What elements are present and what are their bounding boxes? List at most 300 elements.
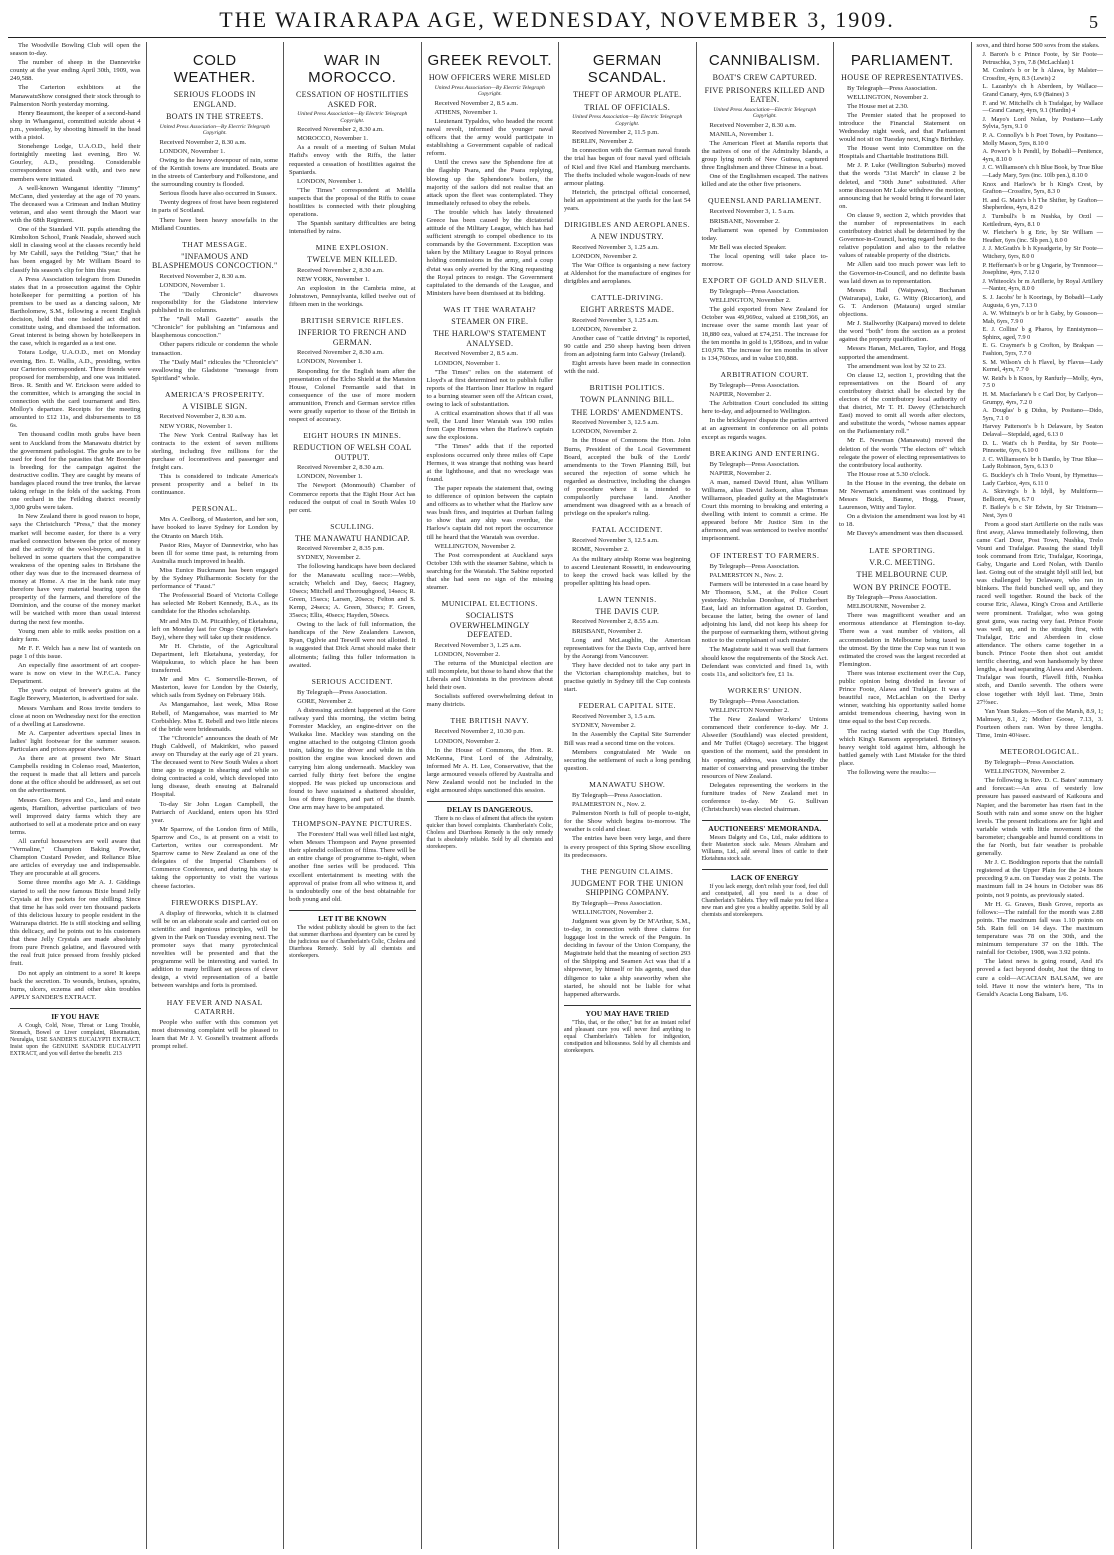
paragraph: By Telegraph—Press Association.	[709, 460, 800, 468]
headline-hay-fever: HAY FEVER AND NASAL CATARRH.	[166, 997, 263, 1016]
paragraph: The "Daily Mail" ridicules the "Chronicle's" swallowing the Gladstone "message from Spiritland" whole.	[151, 358, 278, 382]
paragraph: The entries have been very large, and there is every prospect of this Spring Show excelling its predecessors.	[564, 835, 691, 859]
paragraph: F. Bailey's b c Sir Edwin, by Sir Tristram—Nest, 3yrs 0	[982, 504, 1103, 519]
paragraph: The latest news is going round, And it's proved a fact beyond doubt, Just the thing to cure a cold—ACACIAN BALSAM, we are told. Have it now the winter's here, 'Tis in Gerald's Acacia Long Balsam, 1/6.	[976, 958, 1103, 998]
subhead: TRIAL OF OFFICIALS.	[584, 102, 671, 112]
paragraph: Received November 2, 8.30 a.m.	[297, 266, 384, 274]
article-body	[977, 521, 1104, 741]
headline-that-message: THAT MESSAGE.	[182, 239, 248, 249]
paragraph: Received November 2, 8.5 a.m.	[434, 350, 518, 358]
headline-penguin-claims: THE PENGUIN CLAIMS.	[581, 866, 674, 876]
article-body	[702, 382, 829, 442]
headline-queensland-parliament: QUEENSLAND PARLIAMENT.	[707, 196, 822, 206]
subhead: JUDGMENT FOR THE UNION SHIPPING COMPANY.	[571, 878, 684, 898]
article-body	[427, 350, 554, 592]
paragraph: Another case of "cattle driving" is reported, 90 cattle and 250 sheep having been driven from an adjoining farm into Galway (Ireland).	[564, 334, 691, 358]
paragraph: LONDON, November 1.	[159, 281, 226, 289]
advert-text: If you lack energy, don't relish your food, feel dull and constipated, all you need is a dose of Chamberlain's Tablets. They will make you feel like a new man and give you a healthy appetite. Sold by all chemists and storekeepers.	[701, 884, 828, 919]
paragraph: LONDON, November 1.	[159, 147, 226, 155]
paragraph: Messrs Hanan, McLaren, Taylor, and Hogg supported the amendment.	[839, 345, 966, 361]
article-body	[564, 713, 691, 773]
paragraph: Mr Allen said too much power was left to the Governor-in-Council, and no definite basis was laid down as to representation.	[839, 261, 966, 285]
advert-title: LET IT BE KNOWN	[318, 913, 387, 923]
headline-war-in-morocco: WAR IN MOROCCO.	[308, 52, 397, 86]
paragraph: The racing started with the Cup Hurdles, which King's Ransom appropriated. Britney's heavy weight told against him, although he battled gamely with Last Mistake for the third place.	[839, 727, 966, 767]
headline-lawn-tennis: LAWN TENNIS.	[597, 594, 657, 604]
advert-delay-dangerous	[427, 801, 554, 851]
article-body	[702, 563, 829, 679]
paragraph: The trouble which has lately threatened Greece has been caused by the dictatorial attitude of the Military League, which has had sufficient strength to compel obedience to its commands by the Government. Exception was taken by the Military League to Royal princes holding commissions in the army, and a coup d'etat was only averted by the King requesting the Royal princes to resign. The Government capitulated to the demands of the League, and Ministers have been dismissed at its bidding.	[426, 208, 553, 297]
paragraph: The returns of the Municipal election are still incomplete, but those to hand show that the Liberals and Unionists in the provinces about held their own.	[426, 659, 553, 692]
paragraph: The Spanish sanitary difficulties are being intensified by rains.	[289, 220, 416, 236]
advert-title: LACK OF ENERGY	[730, 873, 799, 883]
paragraph: Received November 2, 8.35 p.m.	[297, 545, 385, 553]
paragraph: Twenty degrees of frost have been registered in parts of Scotland.	[151, 199, 278, 215]
wire-credit: United Press Association—By Electric Telegraph Copyright.	[159, 123, 270, 137]
paragraph: Members congratulated Mr Wade on securing the settlement of such a long pending question.	[564, 748, 691, 772]
paragraph: Received November 2, 8.30 a.m.	[159, 413, 247, 421]
advert-text: "This, that, or the other," but for an instant relief and pleasant cure you will never find anything to equal Chamberlain's Tablets for indigestion, constipation and biliousness. Sold by all chemists and storekeepers.	[564, 1019, 691, 1054]
paragraph: A display of fireworks, which it is claimed will be on an elaborate scale and carried out on scientific and ingenious principles, will be given in the Park on Tuesday evening next. The promoter says that many pyrotechnical novelties will be presented and that the programme will be interesting and varied. In addition to many brilliant set pieces of clever design, a vivid representation of a battle between warships and forts is promised.	[151, 909, 278, 990]
paragraph: "The Times" correspondent at Melilla suspects that the proposal of the Riffs to cease hostilities is connected with their ploughing operations.	[289, 186, 416, 219]
paragraph: The paper repeats the statement that, owing to difference of opinion between the captain and officers as to whether what the Harlow saw was bush fires, and inquiries at Durban failing to show that any ship was overdue, the Harlow's captain did not report the occurrence till he heard that the Waratah was overdue.	[426, 484, 553, 541]
article-body	[289, 267, 416, 309]
paragraph: The Magistrate said it was well that farmers should know the requirements of the Stock Act. Defendant was convicted and fined 1s, with costs 11s, and solicitor's fee, £1 1s.	[701, 646, 828, 678]
column-3	[283, 42, 421, 1549]
paragraph: Messrs Geo. Boyes and Co., land and estate agents, Hamilton, advertise particulars of two well improved dairy farms which they are authorised to sell at a moderate price and on easy terms.	[10, 796, 141, 836]
paragraph: G. Buckley's ch h Trelo Vouni, by Hymettus—Lady Carbice, 4yrs, 6.11 0	[982, 471, 1103, 487]
article-body	[289, 689, 416, 812]
subhead: SERIOUS FLOODS IN ENGLAND.	[173, 90, 256, 109]
paragraph: WELLINGTON November 2.	[709, 706, 790, 714]
paragraph: MANILA, November 1.	[709, 130, 774, 138]
paragraph: By Telegraph—Press Association.	[847, 594, 938, 602]
paragraph: H. M. Macfarlane's b c Carl Dor, by Carlyon—Grumpy, 4yrs, 7.2 0	[982, 391, 1103, 406]
headline-sculling: SCULLING.	[330, 521, 375, 531]
headline-personal: PERSONAL.	[191, 504, 238, 514]
article-body	[152, 139, 279, 233]
paragraph: J. Mayo's Lord Nolan, by Positano—Lady Sylvia, 5yrs, 9.1 0	[982, 115, 1103, 131]
headline-parliament: PARLIAMENT.	[850, 52, 954, 69]
newspaper-columns	[8, 42, 1108, 1549]
column-1	[8, 42, 146, 1549]
paragraph: One of the Standard VII. pupils attending the Kimbolton School, Frank Neadale, showed such skill in classing wool at the classes recently held by Mr Cahill, says the Feilding "Star," that he has been engaged by Mr William Board to classify his season's clip for him this year.	[10, 226, 141, 274]
paragraph: Owing to the heavy downpour of rain, some of the Kentish towns are inundated. Boats are in the streets of Canterbury and Folkestone, and the surrounding country is flooded.	[151, 156, 278, 189]
paragraph: BRISBANE, November 2.	[709, 217, 780, 225]
advert-you-may-have-tried	[564, 1005, 691, 1055]
paragraph: Mr J. P. Luke (Wellington Suburbs) moved that the words "31st March" in clause 2 be deleted, and "30th June" substituted. After some discussion Mr Luke withdrew the motion, announcing that he would bring it forward later on.	[839, 162, 966, 210]
article-body	[427, 728, 554, 795]
headline-dirigibles: DIRIGIBLES AND AEROPLANES.	[564, 220, 691, 230]
paragraph: By Telegraph—Press Association.	[709, 562, 800, 570]
paragraph: An especially fine assortment of art cooper-ware is now on view in the W.F.C.A. Fancy Department.	[10, 662, 141, 686]
article-body	[977, 759, 1104, 999]
cup-results-list	[977, 51, 1104, 519]
subhead: THE DAVIS CUP.	[595, 606, 660, 616]
paragraph: The House went into Committee on the Hospitals and Charitable Institutions Bill.	[839, 145, 966, 161]
headline-serious-accident: SERIOUS ACCIDENT.	[311, 676, 393, 686]
paragraph: Mr Bell was elected Speaker.	[709, 243, 787, 251]
paragraph: J. J. McGrath's b h Kyeadgerie, by Sir Foote—Witchery, 6yrs, 8.0 0	[982, 245, 1103, 260]
paragraph: In connection with the German naval frauds the trial has begun of four naval yard officials of Kiel and five Kiel and Hamburg merchants. The thefts included whole wagon-loads of new armour plating.	[564, 147, 691, 187]
paragraph: Socialists suffered overwhelming defeat in many districts.	[426, 693, 553, 709]
article-body	[702, 698, 829, 814]
headline-late-sporting: LATE SPORTING.	[869, 545, 936, 555]
headline-greek-revolt: GREEK REVOLT.	[427, 52, 553, 69]
paragraph: WELLINGTON, November 2.	[709, 297, 791, 305]
subhead: THE MELBOURNE CUP.	[856, 570, 948, 580]
article-body	[564, 244, 691, 286]
article-body	[289, 545, 416, 669]
paragraph: "The Times" adds that if the reported explosions occurred only three miles off Cape Hermes, it was strange that nothing was heard at the lighthouse, and that no wreckage was found.	[426, 443, 553, 483]
paragraph: S. M. Wilson's ch h Flavel, by Flavus—Lady Kernel, 4yrs, 7.7 0	[982, 358, 1103, 374]
article-body	[564, 618, 691, 694]
advert-eucalypti	[10, 1008, 141, 1058]
paragraph: Serious floods have also occurred in Sussex.	[159, 190, 277, 198]
article-body	[152, 273, 279, 383]
wire-credit: United Press Association—By Electric Telegraph Copyright.	[434, 84, 545, 98]
paragraph: WELLINGTON, November 2.	[434, 542, 516, 550]
paragraph: LONDON, November 1.	[297, 177, 363, 185]
paragraph: From a good start Artillerie on the rails was first away, Alawa immediately following, then came Carl Dour, Post Town, Nushka, Trelo Vouni and Trafalgar. Passing the stand Idyll took command from Eric, Trafalgar, Kooringa, Gaby, Ungarie and Lord Nolan, with Danilo last. Going out of the straight Idyll still led, but was challenged by Delaware, who ran in blinkers. The field bunched well up, and they raced well together. Round the back of the course Eric, Alawa, King's Cross and Artillerie were prominent. Trafalgar, who was going great guns, was racing very fast. Prince Foote was well up, and in the straight first, with Trafalgar, Eric and Aberdeen in close attendance. The others came together in a bunch. Prince Foote then shot out amidst terrific cheering, and won handsomely by three lengths, a head separating Alawa and Aberdeen. Trafalgar was fourth, Flavell fifth, Nushka sixth, and Danilo seventh. The others were close together with Idyll last. Time, 3min 27½sec.	[976, 520, 1103, 706]
paragraph: The local opening will take place to-morrow.	[701, 252, 828, 268]
paragraph: The New York Central Railway has let contracts to the extent of seven millions sterling, including five millions for the purchase of locomotives and passenger and freight cars.	[151, 431, 278, 471]
paragraph: By Telegraph—Press Association.	[709, 697, 800, 705]
paragraph: Messrs Hall (Waipawa), Buchanan (Wairarapa), Luke, G. Witty (Riccarton), and G. T. Anderson (Mataura) urged similar objections.	[839, 286, 966, 319]
paragraph: The "Pall Mall Gazette" assails the "Chronicle" for publishing an "infamous and blasphemous concoction."	[151, 316, 278, 340]
subhead: THEFT OF ARMOUR PLATE.	[573, 90, 682, 99]
paragraph: E. J. Collins' b g Pharos, by Ennistymon—Sphinx, aged, 7.9 0	[982, 326, 1103, 341]
paragraph: Received November 3, 12.5 a.m.	[572, 419, 659, 427]
paragraph: In the House of Commons, the Hon. R. McKenna, First Lord of the Admiralty, informed Mr A. H. Lee, Conservative, that the large armoured vessels offered by Australia and New Zealand would not be included in the eight armoured ships sanctioned this session.	[426, 746, 553, 795]
paragraph: Mr J. Stallworthy (Kaipara) moved to delete the word "both" from the section as a protest against the property qualification.	[839, 320, 966, 344]
paragraph: Pastor Ries, Mayor of Dannevirke, who has been ill for some time past, is returning from Australia much improved in health.	[151, 541, 278, 565]
paragraph: In the bricklayers' dispute the parties arrived at an agreement in conference on all points except as regards wages.	[701, 417, 828, 441]
article-body	[152, 516, 279, 890]
subhead: STEAMER ON FIRE.	[451, 316, 529, 326]
paragraph: Parliament was opened by Commission today.	[701, 226, 828, 242]
headline-service-rifles: BRITISH SERVICE RIFLES.	[300, 316, 404, 326]
subhead: TOWN PLANNING BILL.	[580, 395, 675, 405]
headline-arbitration-court: ARBITRATION COURT.	[720, 369, 809, 379]
paragraph: Knox and Harlow's br h King's Crest, by Grafton—Crossfire, 5yrs, 8.3 0	[982, 180, 1103, 196]
advert-title: DELAY IS DANGEROUS.	[446, 805, 533, 815]
headline-federal-capital: FEDERAL CAPITAL SITE.	[578, 701, 676, 711]
subhead: CESSATION OF HOSTILITIES ASKED FOR.	[295, 90, 409, 109]
paragraph: PALMERSTON N., Nov. 2.	[572, 801, 646, 809]
paragraph: NAPIER, November 2.	[709, 469, 772, 477]
advert-title: AUCTIONEERS' MEMORANDA.	[708, 824, 822, 834]
subhead: BOATS IN THE STREETS.	[166, 112, 264, 121]
headline-fireworks: FIREWORKS DISPLAY.	[171, 897, 259, 907]
paragraph: WELLINGTON, November 2.	[572, 908, 654, 916]
paragraph: Young men able to milk seeks position on a dairy farm.	[10, 627, 141, 643]
paragraph: PALMERSTON N., Nov. 2.	[709, 571, 784, 579]
paragraph: LONDON, November 2.	[434, 650, 501, 658]
paragraph: D. L. Watt's ch h Perdita, by Sir Foote—Pinnoette, 6yrs, 6.10 0	[982, 439, 1103, 455]
paragraph: A. Skirving's b h Idyll, by Multiform—Bellicent, 4yrs, 6.7 0	[982, 488, 1103, 503]
article-body	[289, 126, 416, 236]
paragraph: Received November 3, 1.25 a.m.	[572, 316, 659, 324]
paragraph: Messrs Varnham and Ross invite tenders to close at noon on Wednesday next for the erection of a dwelling at Lansdowne.	[10, 704, 141, 728]
headline-breaking-entering: BREAKING AND ENTERING.	[709, 448, 820, 458]
paragraph: Received November 3, 1.25 a.m.	[572, 243, 659, 251]
paragraph: A Press Association telegram from Dunedin states that in a prosecution against the Ophir hotelkeeper for permitting a portion of his premises to be used as a dancing saloon, Mr Bartholomew, S.M., following a recent English decision, held that one isolated act did not constitute using, and dismissed the information. Great interest is being shown by hotelkeepers in the case, which is regarded as a test one.	[10, 275, 141, 348]
paragraph: In New Zealand there is good reason to hope, says the Christchurch "Press," that the money market will become easier, for there is a very marked connection between the price of money and the activity of the wool-buyers, and it is believed in some quarters that the comparative weakness of the opening sales in Brisbane the other day was due to the increased dearness of money at Home. A rise in the bank rate may therefore have very material bearing upon the prosperity of the farmers, and therefore of the Dominion, and the course of the money market will be watched with more than usual interest during the next few months.	[10, 513, 141, 626]
paragraph: The Premier stated that he proposed to introduce the Financial Statement on Wednesday night week, and that Parliament would not sit on Tuesday next, King's Birthday.	[839, 111, 966, 144]
paragraph: The Woodville Bowling Club will open the season to-day.	[10, 42, 141, 58]
paragraph: By Telegraph—Press Association.	[709, 288, 800, 296]
advert-title: YOU MAY HAVE TRIED	[585, 1008, 670, 1018]
paragraph: GORE, November 2.	[297, 697, 353, 705]
paragraph: MOROCCO, November 1.	[297, 135, 369, 143]
paragraph: Received November 2, 11.5 p.m.	[572, 129, 659, 137]
paragraph: The "Daily Chronicle" disavows responsibility for the Gladstone interview published in its columns.	[151, 290, 278, 315]
wire-credit: United Press Association—Electric Telegraph Copyright.	[713, 106, 817, 120]
advert-let-it-be-known	[289, 910, 416, 960]
paragraph: "The Times" relies on the statement of Lloyd's at first determined not to publish fuller reports of the Harrison liner Harlow in regard to a burning steamer seen off the African coast, owing to lack of substantiation.	[426, 368, 553, 408]
paragraph: WELLINGTON, November 2.	[984, 768, 1066, 776]
paragraph: The New Zealand Workers' Unions commenced their conference to-day. Mr J. Alsweiler (Southland) was elected president, and Mr Tuffet (Otago) secretary. The biggest question of the moment, said the president in his opening address, was undoubtedly the matter of conserving and preserving the timber resources of New Zealand.	[701, 716, 828, 780]
paragraph: As Mangamahoe, last week, Miss Rose Rebell, of Mangamahoe, was married to Mr Corbishley. Miss E. Rebell and two little nieces of the bride were bridesmaids.	[151, 701, 278, 733]
subhead: THE HARLOW'S STATEMENT ANALYSED.	[433, 329, 547, 348]
paragraph: Lieutenant Typaldos, who headed the recent naval revolt, informed the younger naval officers that the army would participate in establishing a Government capable of radical reform.	[426, 117, 553, 158]
paragraph: This is considered to indicate America's present prosperity and a belief in its continuance.	[151, 473, 278, 497]
paragraph: In the House in the evening, the debate on Mr Newman's amendment was continued by Messrs Buick, Baume, Hogg, Fraser, Laurenson, Witty and Taylor.	[839, 479, 966, 512]
headline-mine-explosion: MINE EXPLOSION.	[315, 243, 389, 253]
article-body	[564, 419, 691, 518]
subhead: WON BY PRINCE FOOTE.	[853, 582, 952, 592]
headline-cold-weather: COLD WEATHER.	[173, 52, 256, 86]
auctioneers-memoranda	[702, 820, 829, 863]
article-body	[702, 288, 829, 363]
column-7	[833, 42, 971, 1549]
paragraph: The Professorial Board of Victoria College has selected Mr Robert Kennedy, B.A., as its candidate for the Rhodes scholarship.	[151, 592, 278, 616]
paragraph: The following were the results:—	[847, 769, 936, 777]
paragraph: Mr E. Newman (Manawatu) moved the deletion of the words "The electors of" which relegate the power of electing representatives to the contributory local authority.	[839, 437, 966, 469]
subhead: THE LORDS' AMENDMENTS.	[571, 407, 684, 417]
paragraph: Received November 3, 1. 5 a.m.	[709, 208, 795, 216]
paragraph: On clause 9, section 2, which provides that the number of representatives in each contributory district shall be determined by the Governor-in-Council, having regard both to the relative population and also to the relative values of rateable property of the districts.	[839, 211, 966, 260]
advert-text: A Cough, Cold, Nose, Throat or Lung Trouble, Stomach, Bowel or Liver complaint, Rheumatism, Neuralgia, USE SANDER'S EUCALYPTI EXTRACT. Insist upon the GENUINE SANDER EUCALYPTI EXTRACT, and you will derive the benefit. 213	[10, 1022, 141, 1057]
paragraph: Mr Davey's amendment was then discussed.	[847, 530, 964, 538]
article-body	[702, 122, 829, 190]
paragraph: M. Conlon's b or br h Alawa, by Malster—Crossfire, 4yrs, 8.3 (Lewis) 2	[982, 67, 1103, 82]
article-body	[839, 85, 966, 539]
paragraph: There have been heavy snowfalls in the Midland Counties.	[151, 216, 278, 232]
column-4	[421, 42, 559, 1549]
advert-text: Messrs Dalgety and Co., Ltd., make additions to their Masterton stock sale. Messrs Abraham and Williams, Ltd., add several lines of cattle to their Eketahuna stock sale.	[701, 835, 828, 863]
article-body	[427, 100, 554, 298]
subhead: FIVE PRISONERS KILLED AND EATEN.	[704, 85, 825, 104]
paragraph: Mr H. Christie, of the Agricultural Department, left Eketahuna, yesterday, for Waipukurau, to which place he has been transferred.	[151, 642, 278, 675]
paragraph: NEW YORK, November 1.	[159, 422, 233, 430]
column-2	[146, 42, 284, 1549]
paragraph: A critical examination shows that if all was well, the Lund liner Waratah was 190 miles from Cape Hermes when the Harlow's captain saw the explosions.	[426, 410, 553, 442]
article-body	[289, 464, 416, 515]
paragraph: Received November 2, 8.30 a.m.	[297, 126, 384, 134]
headline-german-scandal: GERMAN SCANDAL.	[587, 52, 667, 86]
paragraph: BRISBANE, November 2.	[572, 627, 643, 635]
paragraph: On a division the amendment was lost by 41 to 18.	[839, 513, 966, 529]
headline-fatal-accident: FATAL ACCIDENT.	[591, 525, 663, 535]
article-body	[152, 1019, 279, 1051]
local-news-list	[10, 42, 141, 1002]
paragraph: Received November 2, 8.30 a.m.	[159, 138, 247, 146]
paragraph: Mr F. F. Welch has a new list of wanteds on page 1 of this issue.	[10, 644, 141, 660]
paragraph: One of the Englishmen escaped. The natives killed and ate the other five prisoners.	[701, 173, 828, 189]
paragraph: W. Reid's b h Knox, by Ranfurly—Molly, 4yrs, 7.5 0	[982, 374, 1103, 390]
paragraph: LONDON, November 1.	[434, 359, 501, 367]
paragraph: As a result of a meeting of Sultan Mulai Hafid's envoy with the Riffs, the latter requested a cessation of hostilities against the Spaniards.	[289, 144, 416, 176]
paragraph: Received November 2, 8.30 a.m.	[709, 121, 797, 129]
headline-waratah: WAS IT THE WARATAH?	[443, 304, 537, 314]
paragraph: Delegates representing the workers in the furniture trades of New Zealand met in conference to-day. Mr G. Sullivan (Christchurch) was elected chairman.	[701, 781, 828, 814]
paragraph: The House rose at 5.30 o'clock.	[847, 470, 931, 478]
subhead: EIGHT ARRESTS MADE.	[580, 305, 675, 315]
paragraph: Mr Sparrow, of the London firm of Mills, Sparrow and Co., is at present on a visit to Carterton, writes our correspondent. Mr Sparrow came to New Zealand as one of the delegates of the Imperial Chambers of Commerce Conference, and during his stay is taking the opportunity to visit the various cheese factories.	[151, 825, 278, 890]
paragraph: W. Fletcher's b g Eric, by Sir William — Heather, 6yrs (inc. 5lb pen.), 8.0 0	[982, 229, 1103, 244]
paragraph: To-day Sir John Logan Campbell, the Patriarch of Auckland, enters upon his 93rd year.	[151, 800, 278, 824]
paragraph: The following is Rev. D. C. Bates' summary and forecast:—An area of westerly low pressure has passed eastward of Kaikoura and Napier, and the barometer has risen fast in the South with rain and some snow on the higher levels. The present indications are for light and variable winds with little movement of the barometer; changeable and humid conditions in the far North, but fair weather is probable generally.	[976, 777, 1103, 858]
advert-text: There is no class of ailment that affects the system quicker than bowel complaints. Chamberlain's Colic, Cholera and Diarrhoea Remedy is the only remedy that is absolutely reliable. Sold by all chemists and storekeepers.	[426, 816, 553, 851]
subhead: THE MANAWATU HANDICAP.	[294, 533, 410, 543]
paragraph: The amendment was lost by 32 to 23.	[847, 362, 946, 370]
paragraph: Mrs A. Ceelborg, of Masterton, and her son, have booked to leave Sydney for London by the Otranto on March 16th.	[151, 516, 278, 540]
headline-british-politics: BRITISH POLITICS.	[589, 383, 665, 393]
paragraph: In the Assembly the Capital Site Surrender Bill was read a second time on the voices.	[564, 731, 691, 747]
paragraph: J. Whiteock's br m Artillerie, by Royal Artillery—Nanter, 4yrs, 8.0 0	[982, 277, 1103, 293]
advert-text: The widest publicity should be given to the fact that summer diarrhoea and dysentery can be cured by the judicious use of Chamberlain's Colic, Cholera and Diarrhoea Remedy. Sold by all chemists and storekeepers.	[289, 925, 416, 960]
article-body	[564, 537, 691, 588]
paragraph: LONDON, November 2.	[434, 737, 501, 745]
paragraph: Other papers ridicule or condemn the whole transaction.	[151, 341, 278, 357]
column-5	[558, 42, 696, 1549]
subhead: A NEW INDUSTRY.	[590, 232, 664, 242]
paragraph: Responding for the English team after the presentation of the Elcho Shield at the Mansion House, Colonel Fremantle said that in consequence of the use of more modern ammunition, French and German service rifles were greatly superior to those of the British in respect of accuracy.	[289, 367, 416, 424]
subhead: HOUSE OF REPRESENTATIVES.	[841, 73, 964, 82]
column-6	[696, 42, 834, 1549]
paragraph: Received November 2, 8.55 a.m.	[572, 618, 659, 626]
paragraph: H. and G. Main's b h The Shifter, by Grafton—Shepherdess, 4yrs, 8.2 0	[982, 196, 1103, 212]
headline-gold-silver: EXPORT OF GOLD AND SILVER.	[702, 276, 827, 286]
headline-cattle-driving: CATTLE-DRIVING.	[591, 293, 664, 303]
paragraph: A. Douglas' b g Didus, by Positano—Dido, 5yrs, 7.1 0	[982, 407, 1103, 422]
paragraph: The number of sheep in the Dannevirke county at the year ending April 30th, 1909, was 249,588.	[10, 59, 141, 83]
paragraph: They have decided not to take any part in the Victorian championship matches, but to practise quietly in Sydney till the Cup contests start.	[564, 661, 691, 694]
paragraph: A man, named David Hunt, alias William Williams, alias David Jackson, alias Thomas Williamson, pleaded guilty at the Magistrate's Court this morning to breaking and entering a dwelling with intent to commit a crime. He appeared before Mr Justice Sim in the afternoon, and was sentenced to twelve months' imprisonment.	[701, 478, 828, 543]
paragraph: Yan Yean Stakes.—Son of the Marsh, 8.9, 1; Malmsey, 8.1, 2; Mother Goose, 7.13, 3. Fourteen others ran. Won by three lengths. Time, 1min 40¼sec.	[976, 707, 1103, 739]
paragraph: ROME, November 2.	[572, 546, 629, 554]
paragraph: Received November 3, 1.5 a.m.	[572, 713, 656, 721]
paragraph: An explosion in the Cambria mine, at Johnstown, Pennsylvania, killed twelve out of fifteen men in the workings.	[289, 285, 416, 309]
paragraph: Henry Beaumont, the keeper of a second-hand shop in Whanganui, committed suicide about 4 p.m., yesterday, by shooting himself in the head with a pistol.	[10, 109, 141, 142]
paragraph: Mr and Mrs D. M. Pitcaithley, of Eketahuna, left on Monday last for Ongo Onga (Hawke's Bay), where they will take up their residence.	[151, 617, 278, 641]
article-body	[289, 349, 416, 424]
paragraph: A well-known Wanganui identity "Jimmy" McCann, died yesterday at the age of 70 years. The deceased was a Crimean and Indian Mutiny veteran, and also went through the Maori war with the 68th Regiment.	[10, 184, 141, 224]
paragraph: SYDNEY, November 2.	[297, 554, 361, 562]
article-body	[564, 129, 691, 213]
paragraph: Received November 3, 1.25 a.m.	[434, 641, 522, 649]
paragraph: LONDON, November 2.	[572, 252, 638, 260]
paragraph: Received November 2, 10.30 p.m.	[434, 728, 525, 736]
paragraph: NEW YORK, November 1.	[297, 276, 370, 283]
paragraph: Received November 2, 8.30 a.m.	[159, 272, 247, 280]
headline-eight-hours: EIGHT HOURS IN MINES.	[303, 431, 402, 441]
paragraph: LONDON, November 1.	[297, 473, 363, 481]
headline-workers-union: WORKERS' UNION.	[727, 685, 802, 695]
paragraph: A. Power's b h Pendil, by Bobadil—Penitence, 4yrs, 8.10 0	[982, 148, 1103, 163]
article-body	[289, 831, 416, 904]
paragraph: J. Baron's b c Prince Foote, by Sir Foote—Petruschka, 3 yrs, 7.8 (McLachlan) 1	[982, 51, 1103, 66]
article-body	[839, 594, 966, 777]
paragraph: The American Fleet at Manila reports that the natives of one of the Admiralty Islands, a group lying north of New Guinea, captured three Englishmen and three Chinese in a boat.	[701, 139, 828, 172]
article-body	[702, 461, 829, 544]
article-body	[152, 910, 279, 991]
wire-credit: United Press Association—By Electric Telegraph Copyright.	[572, 114, 683, 127]
paragraph: MELBOURNE, November 2.	[847, 603, 926, 611]
advert-title: IF YOU HAVE	[51, 1011, 100, 1021]
paragraph: As the military airship Rome was beginning to ascend Lieutenant Rossetti, in endeavouring to keep the crowd back was killed by the propeller splitting his head open.	[564, 555, 691, 587]
paragraph: J. C. Williamson's ch h Blue Book, by True Blue—Lady Mary, 5yrs (inc. 10lb pen.), 8.10 0	[982, 164, 1103, 179]
paragraph: Until the crews saw the Sphendone fire at the flagship Psara, and the Psara replying, blowing up the Sphendone's boilers, the majority of the sailors did not realise that an attack upon the fleet was contemplated. They immediately refused to obey the rebels.	[426, 159, 553, 207]
paragraph: Ten thousand codlin moth grubs have been sent to Auckland from the Manawatu district by the government pathologist. The grubs are to be used for food for the parasites that Mr Boorsher is breeding for the campaign against the destructive codlin. They are caught by means of bandages placed round the tree trunks, the larvae taking refuge in the folds of the sacking. From one orchard in the Feilding district recently 3,000 grubs were taken.	[10, 431, 141, 512]
headline-thompson-payne: THOMPSON-PAYNE PICTURES.	[292, 819, 413, 829]
subhead: REDUCTION OF WELSH COAL OUTPUT.	[292, 443, 412, 462]
paragraph: SYDNEY, November 2.	[572, 722, 636, 730]
paragraph: BERLIN, November 2.	[572, 138, 634, 146]
paragraph: People who suffer with this common yet most distressing complaint will be pleased to learn that Mr J. V. Gosnell's treatment affords prompt relief.	[151, 1018, 278, 1050]
article-body	[564, 900, 691, 999]
subhead: BOAT'S CREW CAPTURED.	[712, 73, 817, 82]
paragraph: E. G. Craymer's b g Crofton, by Brakpan — Fashion, 5yrs, 7.7 0	[982, 342, 1103, 358]
paragraph: LONDON, November 2.	[572, 325, 638, 333]
results-intro: sovs, and third horse 500 sovs from the stakes.	[976, 42, 1100, 49]
headline-americas-prosperity: AMERICA'S PROSPERITY.	[165, 389, 265, 399]
paragraph: The Post correspondent at Auckland says October 13th with the steamer Sabine, which is searching for the Waratah. The Sabine reported that she had seen no sign of the missing steamer.	[426, 551, 553, 592]
paragraph: A distressing accident happened at the Gore railway yard this morning, the victim being Forrester Mackley, an engine-driver on the Waikaka line. Mackley was standing on the engine attached to the outgoing Clinton goods train, talking to the driver and while in this position the engine was knocked down and carrying him along underneath. Mackley was carried fully thirty feet before the engine stopped. He was picked up unconscious and found to have sustained a shattered shoulder, loss of three fingers, and part of the thumb. One arm may have to be amputated.	[289, 706, 416, 811]
paragraph: Received November 3, 12.5 a.m.	[572, 537, 659, 545]
paragraph: On clause 12, section 1, providing that the representatives on the Board of any contributory district shall be elected by the electors of the contributory local authority of that district, Mr T. H. Davey (Christchurch East) moved to omit all words after electors, and substitute the words, "whose names appear on the Parliamentary roll."	[839, 371, 966, 436]
subhead: INFERIOR TO FRENCH AND GERMAN.	[298, 328, 407, 347]
paragraph: Some three months ago Mr A. J. Giddings started to sell the now famous Bixie brand Jelly Crystals at five packets for one shilling. Since that time he has sold over ten thousand packets of this delicious luxury to people resident in the Wairarapa district. He is still stocking and selling this delicacy, and he points out to his customers that these Jelly Crystals are made absolutely from pure French gelatine, and flavoured with the real fruit juice pressed from freshly picked fruit.	[10, 879, 141, 968]
subhead: SOCIALISTS OVERWHELMINGLY DEFEATED.	[449, 611, 530, 640]
page-number: 5	[1089, 12, 1098, 32]
paragraph: ATHENS, November 1.	[434, 108, 498, 116]
paragraph: The Foresters' Hall was well filled last night, when Messrs Thompson and Payne presented their splendid collection of films. There will be an entire change of programme to-night, when another fine series will be produced. This excellent entertainment is meeting with the approval of praise from all who witness it, and is undoubtedly one of the best obtainable for both young and old.	[289, 831, 416, 903]
subhead: "INFAMOUS AND BLASPHEMOUS CONCOCTION."	[151, 251, 278, 271]
paragraph: LONDON, November 2.	[572, 428, 638, 436]
paragraph: Harvey Patterson's b h Delaware, by Seaton Delaval—Stepdald, aged, 6.13 0	[982, 423, 1103, 438]
paragraph: Eight arrests have been made in connection with the raid.	[564, 360, 691, 376]
paragraph: There was intense excitement over the Cup, public opinion being divided in favour of Prince Foote, Alawa and Trafalgar. It was a beautiful race, McLachlan on the Derby winner, watching his opportunity sailed home amidst tremendous cheering, having won in time equal to the best Cup records.	[839, 669, 966, 726]
newspaper-title: THE WAIRARAPA AGE, WEDNESDAY, NOVEMBER 3, 1909.	[219, 7, 895, 32]
paragraph: Received November 2, 8.30 a.m.	[297, 349, 384, 357]
paragraph: The year's output of brewer's grains at the Eagle Brewery, Masterton, is advertised for sale.	[10, 687, 141, 703]
paragraph: Mr J. C. Boddington reports that the rainfall registered at the Upper Plain for the 24 hours preceding 9 a.m. on Tuesday was 2 points. The maximum fall in 24 hours in October was 86 points, not 9 points, as previously stated.	[976, 859, 1103, 899]
paragraph: The War Office is organising a new factory at Aldershot for the manufacture of engines for dirigibles and aeroplanes.	[564, 261, 691, 285]
paragraph: Stonehenge Lodge, U.A.O.D., held their fortnightly meeting last evening, Bro W. Gourley, A.D., presiding. Considerable correspondence was dealt with, and two new members were initiated.	[10, 143, 141, 183]
paragraph: A. W. Whitney's b or br h Gaby, by Gossoon—Mab, 6yrs, 7.9 0	[982, 310, 1103, 325]
headline-municipal-elections: MUNICIPAL ELECTIONS.	[441, 599, 538, 609]
paragraph: P. A. Connolly's b h Poet Town, by Positano—Molly Mason, 5yrs, 8.10 0	[982, 132, 1103, 147]
paragraph: Farmers will be interested in a case heard by Mr Thomson, S.M., at the Police Court yesterday. Nicholas Donohue, of Fitzherbert East, laid an information against D. Gordon, because the latter, being the owner of land adjoining his land, did not keep his sheep for the purpose of earmarking them, without giving notice to the complainant of such muster.	[701, 580, 828, 645]
paragraph: Heinrich, the principal official concerned, held an appointment at the yards for the last 54 years.	[564, 188, 691, 213]
paragraph: The House met at 2.30.	[847, 102, 909, 110]
article-body	[152, 413, 279, 497]
paragraph: The gold exported from New Zealand for October was 49,969oz, valued at £198,366, an increase over the same month last year of 18,880 ozs, valued at £74,251. The increase for the ten months in gold is 1,958ozs, and in value £10,978. The increase for ten months in silver is 134,760ozs, and in value £10,888.	[701, 306, 828, 362]
paragraph: NAPIER, November 2.	[709, 391, 772, 399]
